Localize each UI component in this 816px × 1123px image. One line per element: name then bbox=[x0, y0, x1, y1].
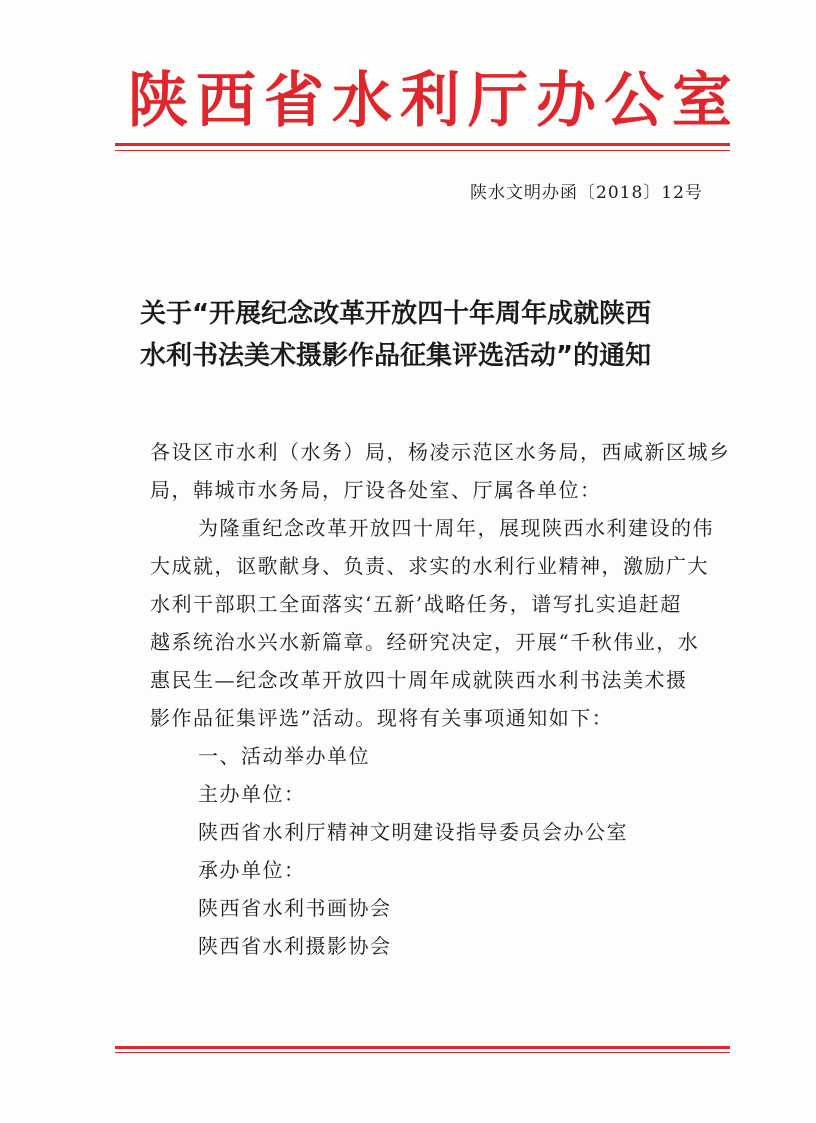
organizer-org: 陕西省水利摄影协会 bbox=[198, 934, 392, 958]
section-heading: 一、活动举办单位 bbox=[198, 744, 370, 768]
letterhead-rule-thin bbox=[115, 150, 730, 151]
organizer-label: 承办单位： bbox=[198, 858, 306, 882]
notice-title-line: 水利书法美术摄影作品征集评选活动”的通知 bbox=[140, 341, 652, 371]
paragraph-line: 惠民生—纪念改革开放四十周年成就陕西水利书法美术摄 bbox=[150, 668, 688, 692]
paragraph-line: 越系统治水兴水新篇章。经研究决定，开展“千秋伟业，水 bbox=[150, 630, 700, 654]
paragraph-line: 影作品征集评选”活动。现将有关事项通知如下： bbox=[150, 706, 614, 730]
organizer-org: 陕西省水利书画协会 bbox=[198, 896, 392, 920]
letterhead-title: 陕西省水利厅办公室 bbox=[128, 66, 740, 136]
document-number: 陕水文明办函〔2018〕12号 bbox=[470, 183, 703, 203]
paragraph-line: 大成就，讴歌献身、负责、求实的水利行业精神，激励广大 bbox=[150, 554, 709, 578]
host-label: 主办单位： bbox=[198, 782, 306, 806]
paragraph-line: 为隆重纪念改革开放四十周年，展现陕西水利建设的伟 bbox=[198, 516, 714, 540]
notice-body bbox=[150, 433, 730, 965]
paragraph-line: 水利干部职工全面落实‘五新’战略任务，谱写扎实追赶超 bbox=[150, 592, 682, 616]
notice-title-line: 关于“开展纪念改革开放四十年周年成就陕西 bbox=[140, 299, 652, 329]
footer-rule bbox=[115, 1046, 730, 1049]
recipients-line: 局，韩城市水务局，厅设各处室、厅属各单位： bbox=[150, 478, 602, 502]
letterhead-rule bbox=[115, 143, 730, 146]
recipients-line: 各设区市水利（水务）局，杨凌示范区水务局，西咸新区城乡 bbox=[150, 440, 731, 464]
notice-title bbox=[140, 293, 740, 377]
footer-rule-thin bbox=[115, 1052, 730, 1053]
host-org: 陕西省水利厅精神文明建设指导委员会办公室 bbox=[198, 820, 628, 844]
